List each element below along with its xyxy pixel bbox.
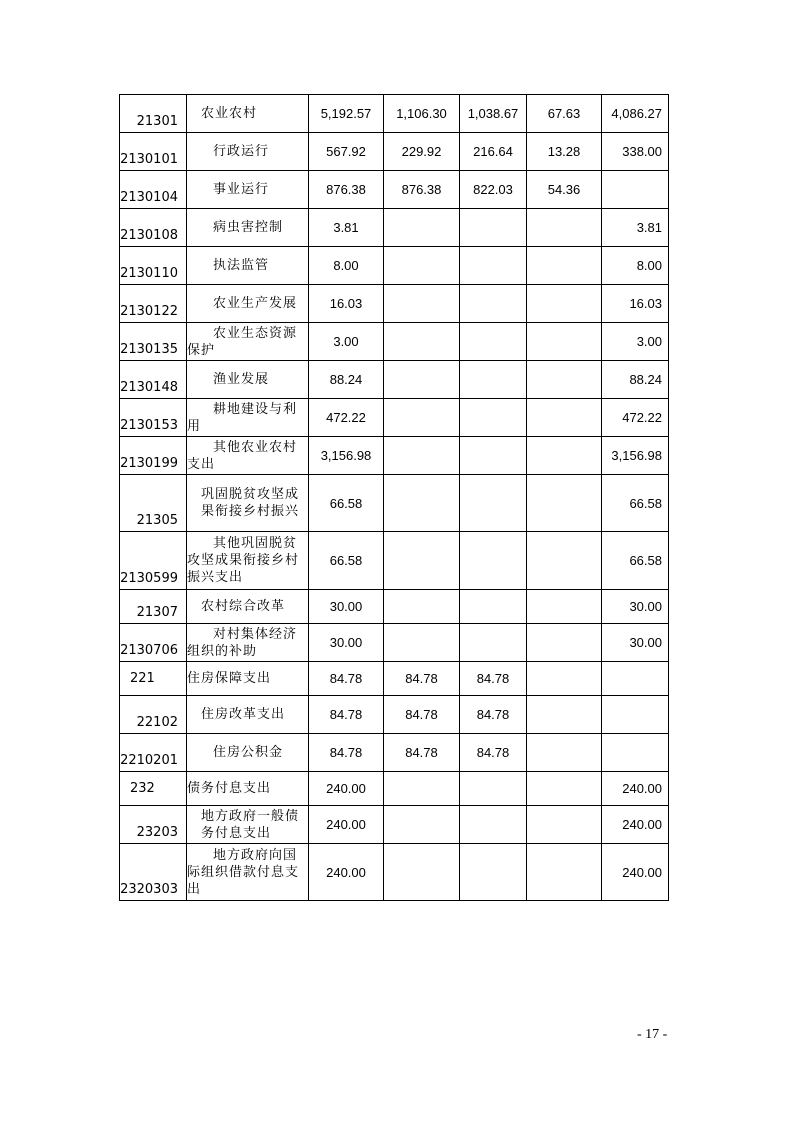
item-code: 23203 [136, 825, 178, 840]
item-name-cell [187, 399, 309, 437]
amount-cell: 66.58 [602, 475, 669, 532]
table-row [120, 734, 669, 772]
amount-cell: 16.03 [309, 285, 384, 323]
amount-cell: 5,192.57 [309, 95, 384, 133]
table-row [120, 532, 669, 590]
amount-cell: 66.58 [602, 532, 669, 590]
item-name: 地方政府向国际组织借款付息支出 [187, 847, 300, 897]
amount-cell: 30.00 [602, 590, 669, 624]
amount-cell [460, 772, 527, 806]
item-name-cell [187, 662, 309, 696]
amount-cell [384, 624, 460, 662]
item-code-cell [120, 662, 187, 696]
item-code: 232 [130, 781, 155, 796]
amount-cell: 84.78 [460, 662, 527, 696]
item-name: 耕地建设与利用 [187, 401, 298, 434]
item-code: 2320303 [120, 882, 178, 897]
item-name: 其他农业农村支出 [187, 439, 298, 472]
amount-cell [460, 532, 527, 590]
amount-cell: 3.00 [602, 323, 669, 361]
item-name: 农业农村 [201, 106, 258, 121]
amount-cell: 3,156.98 [309, 437, 384, 475]
item-code: 2210201 [120, 753, 178, 768]
item-name-cell [187, 361, 309, 399]
table-row [120, 171, 669, 209]
item-code: 2130199 [120, 456, 178, 471]
table-row [120, 399, 669, 437]
amount-cell: 3.81 [602, 209, 669, 247]
amount-cell: 240.00 [602, 772, 669, 806]
table-row [120, 624, 669, 662]
amount-cell [460, 323, 527, 361]
item-name: 行政运行 [213, 144, 270, 159]
amount-cell: 84.78 [384, 662, 460, 696]
item-name-cell [187, 772, 309, 806]
amount-cell [460, 285, 527, 323]
table-row [120, 806, 669, 844]
amount-cell [602, 696, 669, 734]
amount-cell [460, 844, 527, 901]
item-name-cell [187, 734, 309, 772]
amount-cell [384, 209, 460, 247]
amount-cell [527, 772, 602, 806]
amount-cell [527, 624, 602, 662]
item-code-cell [120, 532, 187, 590]
amount-cell: 88.24 [309, 361, 384, 399]
amount-cell [460, 247, 527, 285]
item-code-cell [120, 844, 187, 901]
amount-cell: 67.63 [527, 95, 602, 133]
item-code-cell [120, 696, 187, 734]
item-code: 221 [130, 671, 155, 686]
item-name: 对村集体经济组织的补助 [187, 626, 298, 659]
amount-cell [527, 399, 602, 437]
amount-cell [384, 806, 460, 844]
amount-cell: 240.00 [309, 806, 384, 844]
table-row [120, 772, 669, 806]
item-code: 2130706 [120, 643, 178, 658]
amount-cell [527, 806, 602, 844]
table-row [120, 696, 669, 734]
amount-cell [527, 844, 602, 901]
amount-cell: 229.92 [384, 133, 460, 171]
item-name-cell [187, 696, 309, 734]
item-name-cell [187, 133, 309, 171]
amount-cell [384, 247, 460, 285]
item-code: 2130599 [120, 571, 178, 586]
amount-cell [602, 171, 669, 209]
amount-cell: 1,038.67 [460, 95, 527, 133]
amount-cell [384, 323, 460, 361]
item-name: 农业生产发展 [213, 296, 298, 311]
amount-cell [384, 532, 460, 590]
amount-cell: 84.78 [384, 734, 460, 772]
amount-cell: 84.78 [384, 696, 460, 734]
item-code: 2130108 [120, 228, 178, 243]
amount-cell: 8.00 [309, 247, 384, 285]
amount-cell [384, 285, 460, 323]
amount-cell [527, 475, 602, 532]
amount-cell [527, 209, 602, 247]
amount-cell: 30.00 [309, 590, 384, 624]
item-name-cell [187, 323, 309, 361]
amount-cell [460, 806, 527, 844]
item-code-cell [120, 734, 187, 772]
amount-cell [602, 662, 669, 696]
table-row [120, 437, 669, 475]
amount-cell: 84.78 [309, 662, 384, 696]
amount-cell: 1,106.30 [384, 95, 460, 133]
amount-cell [602, 734, 669, 772]
amount-cell: 16.03 [602, 285, 669, 323]
item-name: 农业生态资源保护 [187, 325, 298, 358]
item-name: 住房改革支出 [201, 707, 286, 722]
item-name: 债务付息支出 [187, 781, 272, 796]
table-row [120, 247, 669, 285]
amount-cell [527, 734, 602, 772]
amount-cell [460, 624, 527, 662]
amount-cell: 567.92 [309, 133, 384, 171]
amount-cell: 216.64 [460, 133, 527, 171]
amount-cell: 876.38 [384, 171, 460, 209]
amount-cell: 30.00 [602, 624, 669, 662]
amount-cell: 4,086.27 [602, 95, 669, 133]
amount-cell [460, 437, 527, 475]
amount-cell [460, 209, 527, 247]
amount-cell: 240.00 [602, 844, 669, 901]
item-name-cell [187, 624, 309, 662]
amount-cell [527, 590, 602, 624]
item-name: 事业运行 [213, 182, 270, 197]
amount-cell [527, 662, 602, 696]
amount-cell [384, 772, 460, 806]
amount-cell: 240.00 [309, 844, 384, 901]
item-code-cell [120, 95, 187, 133]
amount-cell: 13.28 [527, 133, 602, 171]
table-row [120, 590, 669, 624]
amount-cell [460, 361, 527, 399]
amount-cell [384, 437, 460, 475]
amount-cell [527, 285, 602, 323]
table-body [120, 95, 669, 901]
budget-expenditure-table [119, 94, 669, 901]
amount-cell: 3.81 [309, 209, 384, 247]
item-code: 2130153 [120, 418, 178, 433]
amount-cell: 66.58 [309, 475, 384, 532]
item-name-cell [187, 590, 309, 624]
item-code: 2130101 [120, 152, 178, 167]
item-name-cell [187, 247, 309, 285]
amount-cell [527, 696, 602, 734]
amount-cell: 66.58 [309, 532, 384, 590]
item-code-cell [120, 437, 187, 475]
item-code-cell [120, 399, 187, 437]
item-code: 2130122 [120, 304, 178, 319]
item-name: 住房保障支出 [187, 671, 272, 686]
item-name-cell [187, 532, 309, 590]
amount-cell [460, 399, 527, 437]
amount-cell [527, 361, 602, 399]
amount-cell: 84.78 [460, 734, 527, 772]
amount-cell: 88.24 [602, 361, 669, 399]
item-name-cell [187, 475, 309, 532]
amount-cell [384, 475, 460, 532]
table-row [120, 844, 669, 901]
item-code: 21305 [136, 513, 178, 528]
amount-cell [460, 590, 527, 624]
amount-cell: 876.38 [309, 171, 384, 209]
item-name: 地方政府一般债务付息支出 [201, 808, 300, 841]
amount-cell: 3,156.98 [602, 437, 669, 475]
item-name: 病虫害控制 [213, 220, 284, 235]
item-name-cell [187, 209, 309, 247]
item-code: 2130104 [120, 190, 178, 205]
amount-cell [527, 247, 602, 285]
table-row [120, 95, 669, 133]
amount-cell: 30.00 [309, 624, 384, 662]
item-code-cell [120, 590, 187, 624]
amount-cell: 472.22 [309, 399, 384, 437]
item-code: 2130110 [120, 266, 178, 281]
item-name-cell [187, 806, 309, 844]
item-code: 21301 [136, 114, 178, 129]
item-code: 22102 [136, 715, 178, 730]
amount-cell: 84.78 [309, 696, 384, 734]
item-code-cell [120, 361, 187, 399]
item-code: 21307 [136, 605, 178, 620]
amount-cell: 822.03 [460, 171, 527, 209]
amount-cell: 240.00 [602, 806, 669, 844]
table-row [120, 662, 669, 696]
item-code: 2130148 [120, 380, 178, 395]
amount-cell: 8.00 [602, 247, 669, 285]
item-code-cell [120, 209, 187, 247]
item-code-cell [120, 323, 187, 361]
amount-cell: 338.00 [602, 133, 669, 171]
item-name-cell [187, 171, 309, 209]
amount-cell [384, 590, 460, 624]
item-code-cell [120, 247, 187, 285]
item-name-cell [187, 285, 309, 323]
amount-cell: 84.78 [309, 734, 384, 772]
amount-cell: 3.00 [309, 323, 384, 361]
item-code-cell [120, 772, 187, 806]
amount-cell [527, 532, 602, 590]
item-code-cell [120, 624, 187, 662]
amount-cell: 84.78 [460, 696, 527, 734]
amount-cell: 240.00 [309, 772, 384, 806]
item-name: 巩固脱贫攻坚成果衔接乡村振兴 [201, 487, 300, 519]
item-name: 执法监管 [213, 258, 270, 273]
item-name-cell [187, 844, 309, 901]
item-name: 其他巩固脱贫攻坚成果衔接乡村振兴支出 [187, 536, 300, 585]
item-name-cell [187, 437, 309, 475]
amount-cell [460, 475, 527, 532]
item-name-cell [187, 95, 309, 133]
item-code: 2130135 [120, 342, 178, 357]
amount-cell [527, 323, 602, 361]
table-row [120, 209, 669, 247]
table-row [120, 285, 669, 323]
item-code-cell [120, 171, 187, 209]
table-row [120, 133, 669, 171]
amount-cell [527, 437, 602, 475]
item-name: 渔业发展 [213, 372, 270, 387]
amount-cell [384, 844, 460, 901]
table-row [120, 361, 669, 399]
item-code-cell [120, 806, 187, 844]
amount-cell [384, 399, 460, 437]
item-code-cell [120, 133, 187, 171]
item-code-cell [120, 475, 187, 532]
item-name: 住房公积金 [213, 745, 284, 760]
page-number: - 17 - [637, 1027, 668, 1042]
item-name: 农村综合改革 [201, 599, 286, 614]
amount-cell [384, 361, 460, 399]
amount-cell: 54.36 [527, 171, 602, 209]
item-code-cell [120, 285, 187, 323]
amount-cell: 472.22 [602, 399, 669, 437]
table-row [120, 475, 669, 532]
table-row [120, 323, 669, 361]
